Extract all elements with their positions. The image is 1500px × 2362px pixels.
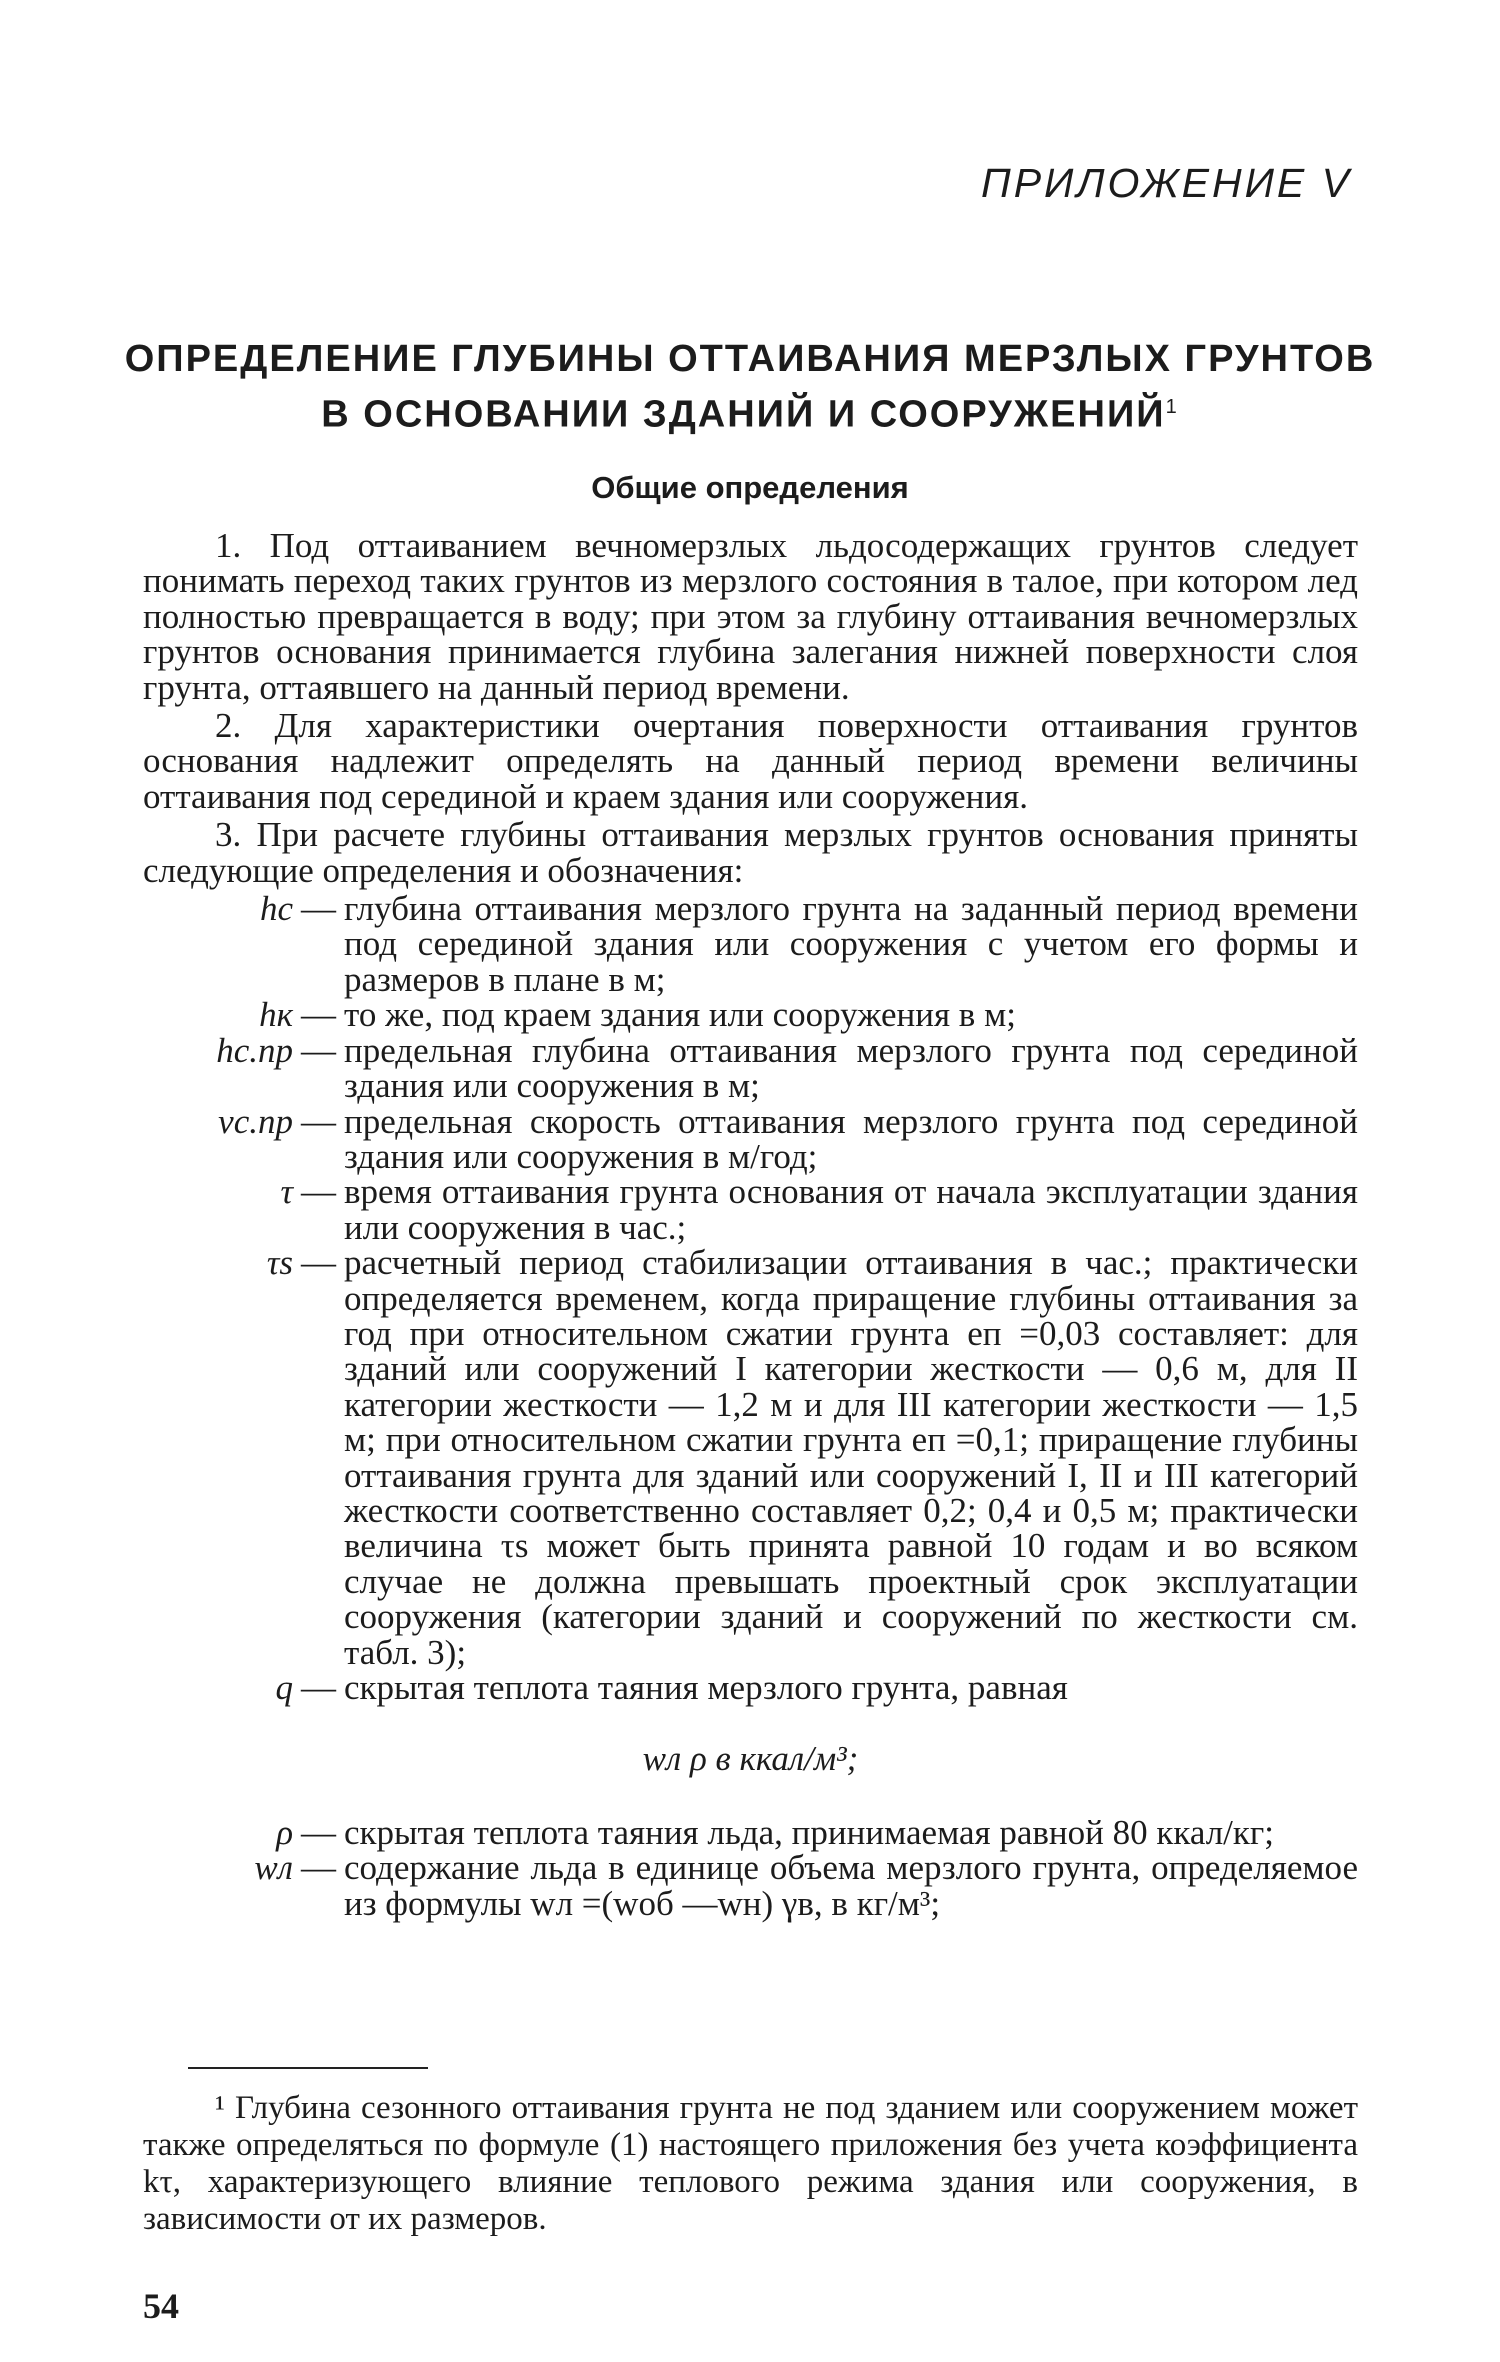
definition-symbol: vc.пр [218, 1101, 293, 1141]
appendix-label: ПРИЛОЖЕНИЕ V [981, 160, 1352, 206]
definition-item: wл — содержание льда в единице объема мерзлого грунта, определяемое из формулы wл =(wоб —wн) γв, в кг/м³; [143, 1850, 1358, 1921]
definition-text: предельная скорость оттаивания мерзлого грунта под серединой здания или сооружения в м/год; [344, 1101, 1358, 1176]
title-footnote-mark: 1 [1165, 396, 1179, 418]
definition-text: скрытая теплота таяния мерзлого грунта, равная [344, 1668, 1068, 1707]
definition-text: предельная глубина оттаивания мерзлого грунта под серединой здания или сооружения в м; [344, 1030, 1358, 1106]
definition-text: содержание льда в единице объема мерзлого грунта, определяемое из формулы wл =(wоб —wн) γв, в кг/м³; [344, 1848, 1358, 1923]
body-text [143, 528, 1358, 1921]
definition-item: ρ — скрытая теплота таяния льда, принимаемая равной 80 ккал/кг; [143, 1815, 1358, 1850]
definition-symbol: hc [259, 889, 293, 929]
page-number: 54 [143, 2286, 179, 2326]
definition-text: скрытая теплота таяния льда, принимаемая равной 80 ккал/кг; [344, 1812, 1274, 1852]
title-line-2: В ОСНОВАНИИ ЗДАНИЙ И СООРУЖЕНИЙ [321, 393, 1166, 436]
definition-item: hc.пр — предельная глубина оттаивания мерзлого грунта под серединой здания или сооружения в м; [143, 1033, 1358, 1104]
title-line-2-wrap [100, 383, 1400, 439]
definition-symbol: wл [254, 1848, 293, 1888]
paragraph-1: 1. Под оттаиванием вечномерзлых льдосодержащих грунтов следует понимать переход таких грунтов из мерзлого состояния в талое, при котором лед полностью превращается в воду; при этом за глубину оттаивания вечномерзлых грунтов основания принимается глубина залегания нижней поверхности слоя грунта, оттаявшего на данный период времени. [143, 526, 1358, 707]
footnote-text: ¹ Глубина сезонного оттаивания грунта не под зданием или сооружением может также определяться по формуле (1) настоящего приложения без учета коэффициента kτ, характеризующего влияние теплового режима здания или сооружения, в зависимости от их размеров. [143, 2090, 1358, 2237]
definition-text: то же, под краем здания или сооружения в м; [344, 995, 1016, 1035]
footnote-divider [188, 2067, 428, 2069]
definition-item: τs — расчетный период стабилизации оттаивания в час.; практически определяется временем, когда приращение глубины оттаивания за год при относительном сжатии грунта eп =0,03 составляет: для зданий или сооружений I категории жесткости — 0,6 м, для II категории жесткости — 1,2 м и для III категории жесткости — 1,5 м; при относительном сжатии грунта eп =0,1; приращение глубины оттаивания грунта для зданий или сооружений I, II и III категорий жесткости соответственно составляет 0,2; 0,4 и 0,5 м; практически величина τs может быть принята равной 10 годам и во всяком случае не должна превышать проектный срок эксплуатации сооружения (категории зданий и сооружений по жесткости см. табл. 3); [143, 1245, 1358, 1670]
section-title: Общие определения [591, 470, 909, 505]
definition-item: hк — то же, под краем здания или сооружения в м; [143, 997, 1358, 1032]
title-line-1: ОПРЕДЕЛЕНИЕ ГЛУБИНЫ ОТТАИВАНИЯ МЕРЗЛЫХ ГРУНТОВ [124, 338, 1376, 380]
definition-symbol: hк [259, 995, 293, 1035]
definition-symbol: q [275, 1668, 293, 1707]
paragraph-2: 2. Для характеристики очертания поверхности оттаивания грунтов основания надлежит определять на данный период времени величины оттаивания под серединой и краем здания или сооружения. [143, 706, 1358, 816]
definition-text: глубина оттаивания мерзлого грунта на заданный период времени под серединой здания или сооружения с учетом его формы и размеров в плане в м; [344, 889, 1358, 999]
page-title [100, 335, 1400, 439]
definition-symbol: hc.пр [216, 1030, 293, 1070]
footnote [143, 2090, 1358, 2238]
definition-symbol: τs [266, 1243, 293, 1283]
formula: wл ρ в ккал/м³; [642, 1739, 859, 1779]
definition-symbol: τ [280, 1172, 293, 1212]
definition-item: τ — время оттаивания грунта основания от начала эксплуатации здания или сооружения в час.; [143, 1174, 1358, 1245]
definition-text: время оттаивания грунта основания от начала эксплуатации здания или сооружения в час.; [344, 1172, 1358, 1247]
definition-item: q — скрытая теплота таяния мерзлого грунта, равная [143, 1670, 1358, 1705]
definition-item: hc — глубина оттаивания мерзлого грунта на заданный период времени под серединой здания или сооружения с учетом его формы и размеров в плане в м; [143, 891, 1358, 997]
definition-item: vc.пр — предельная скорость оттаивания мерзлого грунта под серединой здания или сооружения в м/год; [143, 1104, 1358, 1175]
definition-symbol: ρ [276, 1812, 293, 1852]
paragraph-3: 3. При расчете глубины оттаивания мерзлых грунтов основания приняты следующие определения и обозначения: [143, 815, 1358, 890]
definition-text: расчетный период стабилизации оттаивания в час.; практически определяется временем, когда приращение глубины оттаивания за год при относительном сжатии грунта eп =0,03 составляет: для зданий или сооружений I категории жесткости — 0,6 м, для II категории жесткости — 1,2 м и для III категории жесткости — 1,5 м; при относительном сжатии грунта eп =0,1; приращение глубины оттаивания грунта для зданий или сооружений I, II и III категорий жесткости соответственно составляет 0,2; 0,4 и 0,5 м; практически величина τs может быть принята равной 10 годам и во всяком случае не должна превышать проектный срок эксплуатации сооружения (категории зданий и сооружений по жесткости см. табл. 3); [344, 1243, 1358, 1672]
